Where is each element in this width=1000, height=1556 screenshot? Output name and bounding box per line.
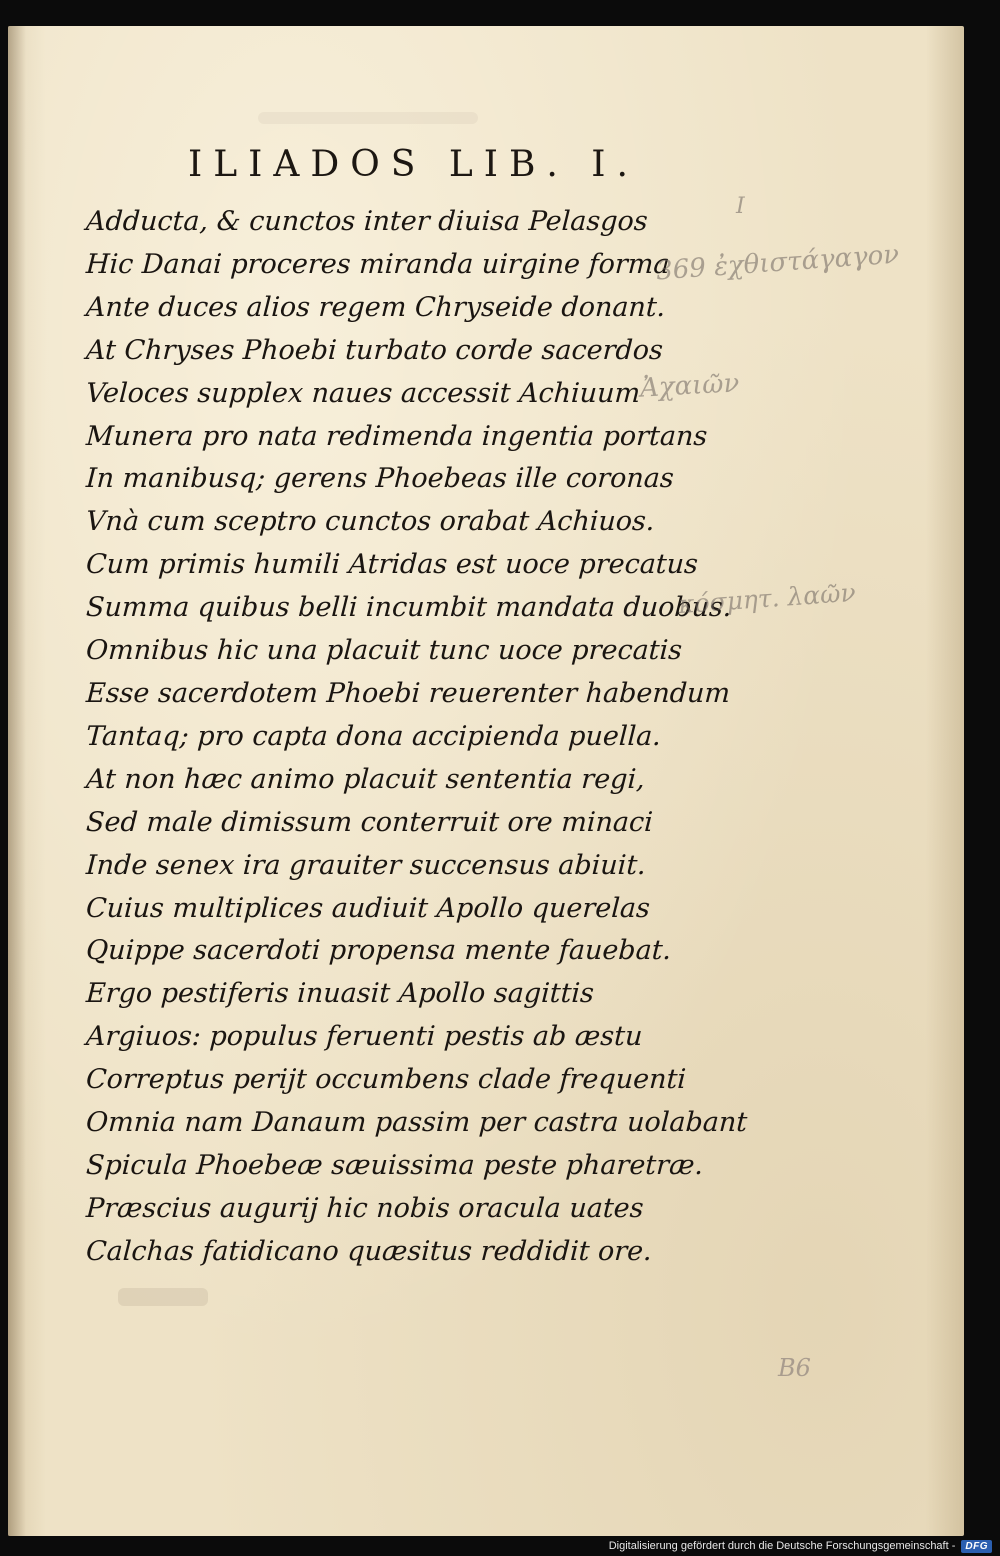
verse-line: Vnà cum sceptro cunctos orabat Achiuos. [85, 506, 656, 538]
running-head: ILIADOS LIB. I. [188, 144, 639, 185]
ink-smudge [118, 1288, 208, 1306]
verse-line: Cum primis humili Atridas est uoce precatus [85, 549, 699, 581]
verse-line: Quippe sacerdoti propensa mente fauebat. [85, 935, 673, 967]
verse-line: Ante duces alios regem Chryseide donant. [85, 291, 667, 323]
margin-note-greek-1: 369 ἐχθιστάγαγον [655, 239, 900, 287]
verse-text-block [86, 201, 747, 1274]
verse-line: In manibusq; gerens Phoebeas ille coronas [85, 463, 675, 495]
margin-tick-mark: I [736, 194, 745, 219]
verse-line: Tantaq; pro capta dona accipienda puella. [85, 720, 662, 752]
gutter-shadow [8, 26, 26, 1536]
verse-line: Summa quibus belli incumbit mandata duobus. [85, 592, 733, 624]
verse-line: Adducta, & cunctos inter diuisa Pelasgos [85, 206, 649, 237]
verse-line: Inde senex ira grauiter succensus abiuit. [85, 849, 647, 881]
verse-line: Correptus perijt occumbens clade frequenti [85, 1064, 687, 1096]
verse-line: Argiuos: populus feruenti pestis ab æstu [85, 1021, 644, 1053]
verse-line: Esse sacerdotem Phoebi reuerenter habendum [85, 677, 731, 709]
verse-line: Præscius augurij hic nobis oracula uates [85, 1192, 645, 1224]
verse-line: Sed male dimissum conterruit ore minaci [85, 806, 654, 838]
verse-line: Cuius multiplices audiuit Apollo querelas [85, 892, 651, 924]
verse-line: Munera pro nata redimenda ingentia portans [85, 420, 709, 452]
digitization-footer [0, 1536, 1000, 1556]
verse-line: Veloces supplex naues accessit Achiuum [85, 377, 641, 409]
verse-line: Calchas fatidicano quæsitus reddidit ore. [85, 1235, 653, 1267]
margin-note-greek-3: κόσμητ. λαῶν [677, 577, 857, 620]
verse-line: Omnia nam Danaum passim per castra uolabant [85, 1107, 748, 1139]
verse-line: At Chryses Phoebi turbato corde sacerdos [85, 334, 664, 366]
verse-line: At non hæc animo placuit sententia regi, [85, 763, 646, 795]
folio-signature: B6 [778, 1354, 811, 1382]
verse-line: Spicula Phoebeæ sæuissima peste pharetræ. [85, 1149, 704, 1181]
verse-line: Hic Danai proceres miranda uirgine forma [85, 248, 671, 280]
bleed-through [258, 112, 478, 124]
book-page [8, 26, 964, 1536]
verse-line: Omnibus hic una placuit tunc uoce precatis [85, 635, 683, 667]
funding-credit: Digitalisierung gefördert durch die Deutsche Forschungsgemeinschaft - [608, 1540, 956, 1552]
verse-line: Ergo pestiferis inuasit Apollo sagittis [85, 978, 595, 1010]
margin-note-greek-2: Ἀχαιῶν [639, 368, 741, 404]
dfg-logo: DFG [961, 1540, 992, 1553]
